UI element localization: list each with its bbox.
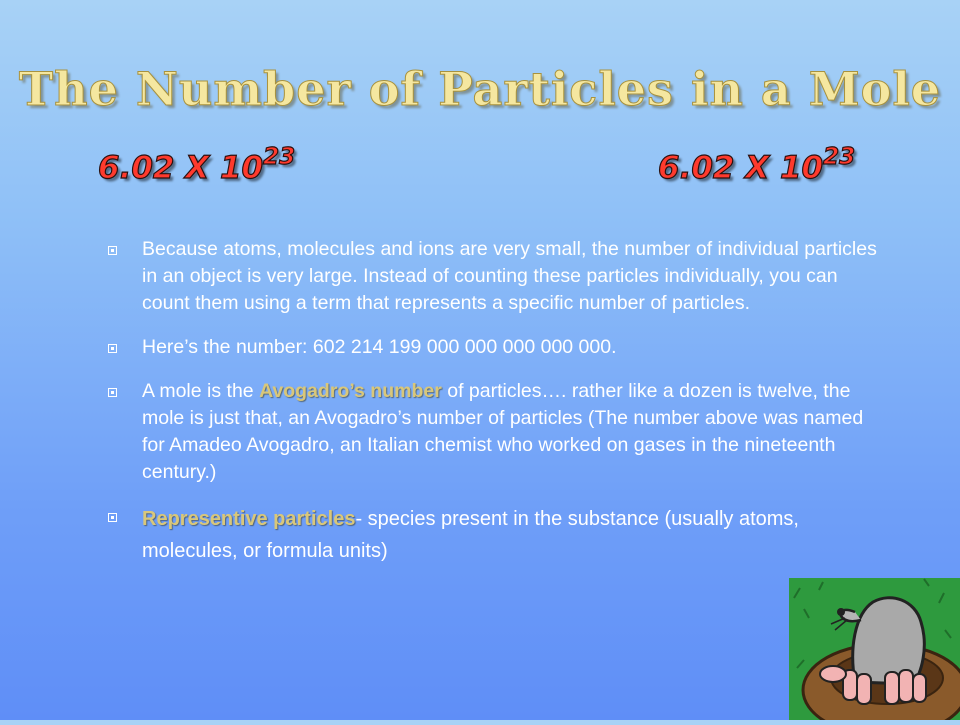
bullet-item — [104, 236, 884, 317]
formula-right-exponent: 23 — [823, 144, 856, 170]
bullet-text-before: A mole is the — [142, 380, 260, 402]
bullet-list — [104, 236, 884, 584]
formula-right-base: 6.02 X 10 — [658, 150, 824, 186]
formula-left-exponent: 23 — [263, 144, 296, 170]
bullet-item — [104, 334, 884, 361]
square-bullet-icon — [108, 388, 117, 397]
bullet-item — [104, 503, 884, 567]
bullet-text: Here’s the number: 602 214 199 000 000 000 000 000. — [142, 336, 617, 358]
square-bullet-icon — [108, 513, 117, 522]
square-bullet-icon — [108, 344, 117, 353]
slide-title: The Number of Particles in a Mole — [18, 62, 942, 116]
mole-cartoon-image — [789, 578, 960, 720]
term-avogadros-number: Avogadro’s number — [259, 380, 442, 402]
bullet-item — [104, 378, 884, 486]
mole-cartoon-icon — [789, 578, 960, 720]
bullet-text-after: of particles…. rather like a dozen is twelve, the mole is just that, an Avogadro’s number of particles (The number above was named for Amadeo Avogadro, an Italian chemist who worked on gases in the nineteenth century.) — [142, 380, 864, 483]
term-representive-particles: Representive particles — [142, 508, 356, 530]
square-bullet-icon — [108, 246, 117, 255]
bullet-text-after: - species present in the substance (usually atoms, molecules, or formula units) — [142, 508, 799, 562]
avogadro-formula-right — [658, 144, 856, 186]
bullet-text: Because atoms, molecules and ions are very small, the number of individual particles in an object is very large. Instead of counting these particles individually, you can count them using a term that represents a specific number of particles. — [142, 238, 877, 314]
formula-left-base: 6.02 X 10 — [98, 150, 264, 186]
avogadro-formula-left — [98, 144, 296, 186]
